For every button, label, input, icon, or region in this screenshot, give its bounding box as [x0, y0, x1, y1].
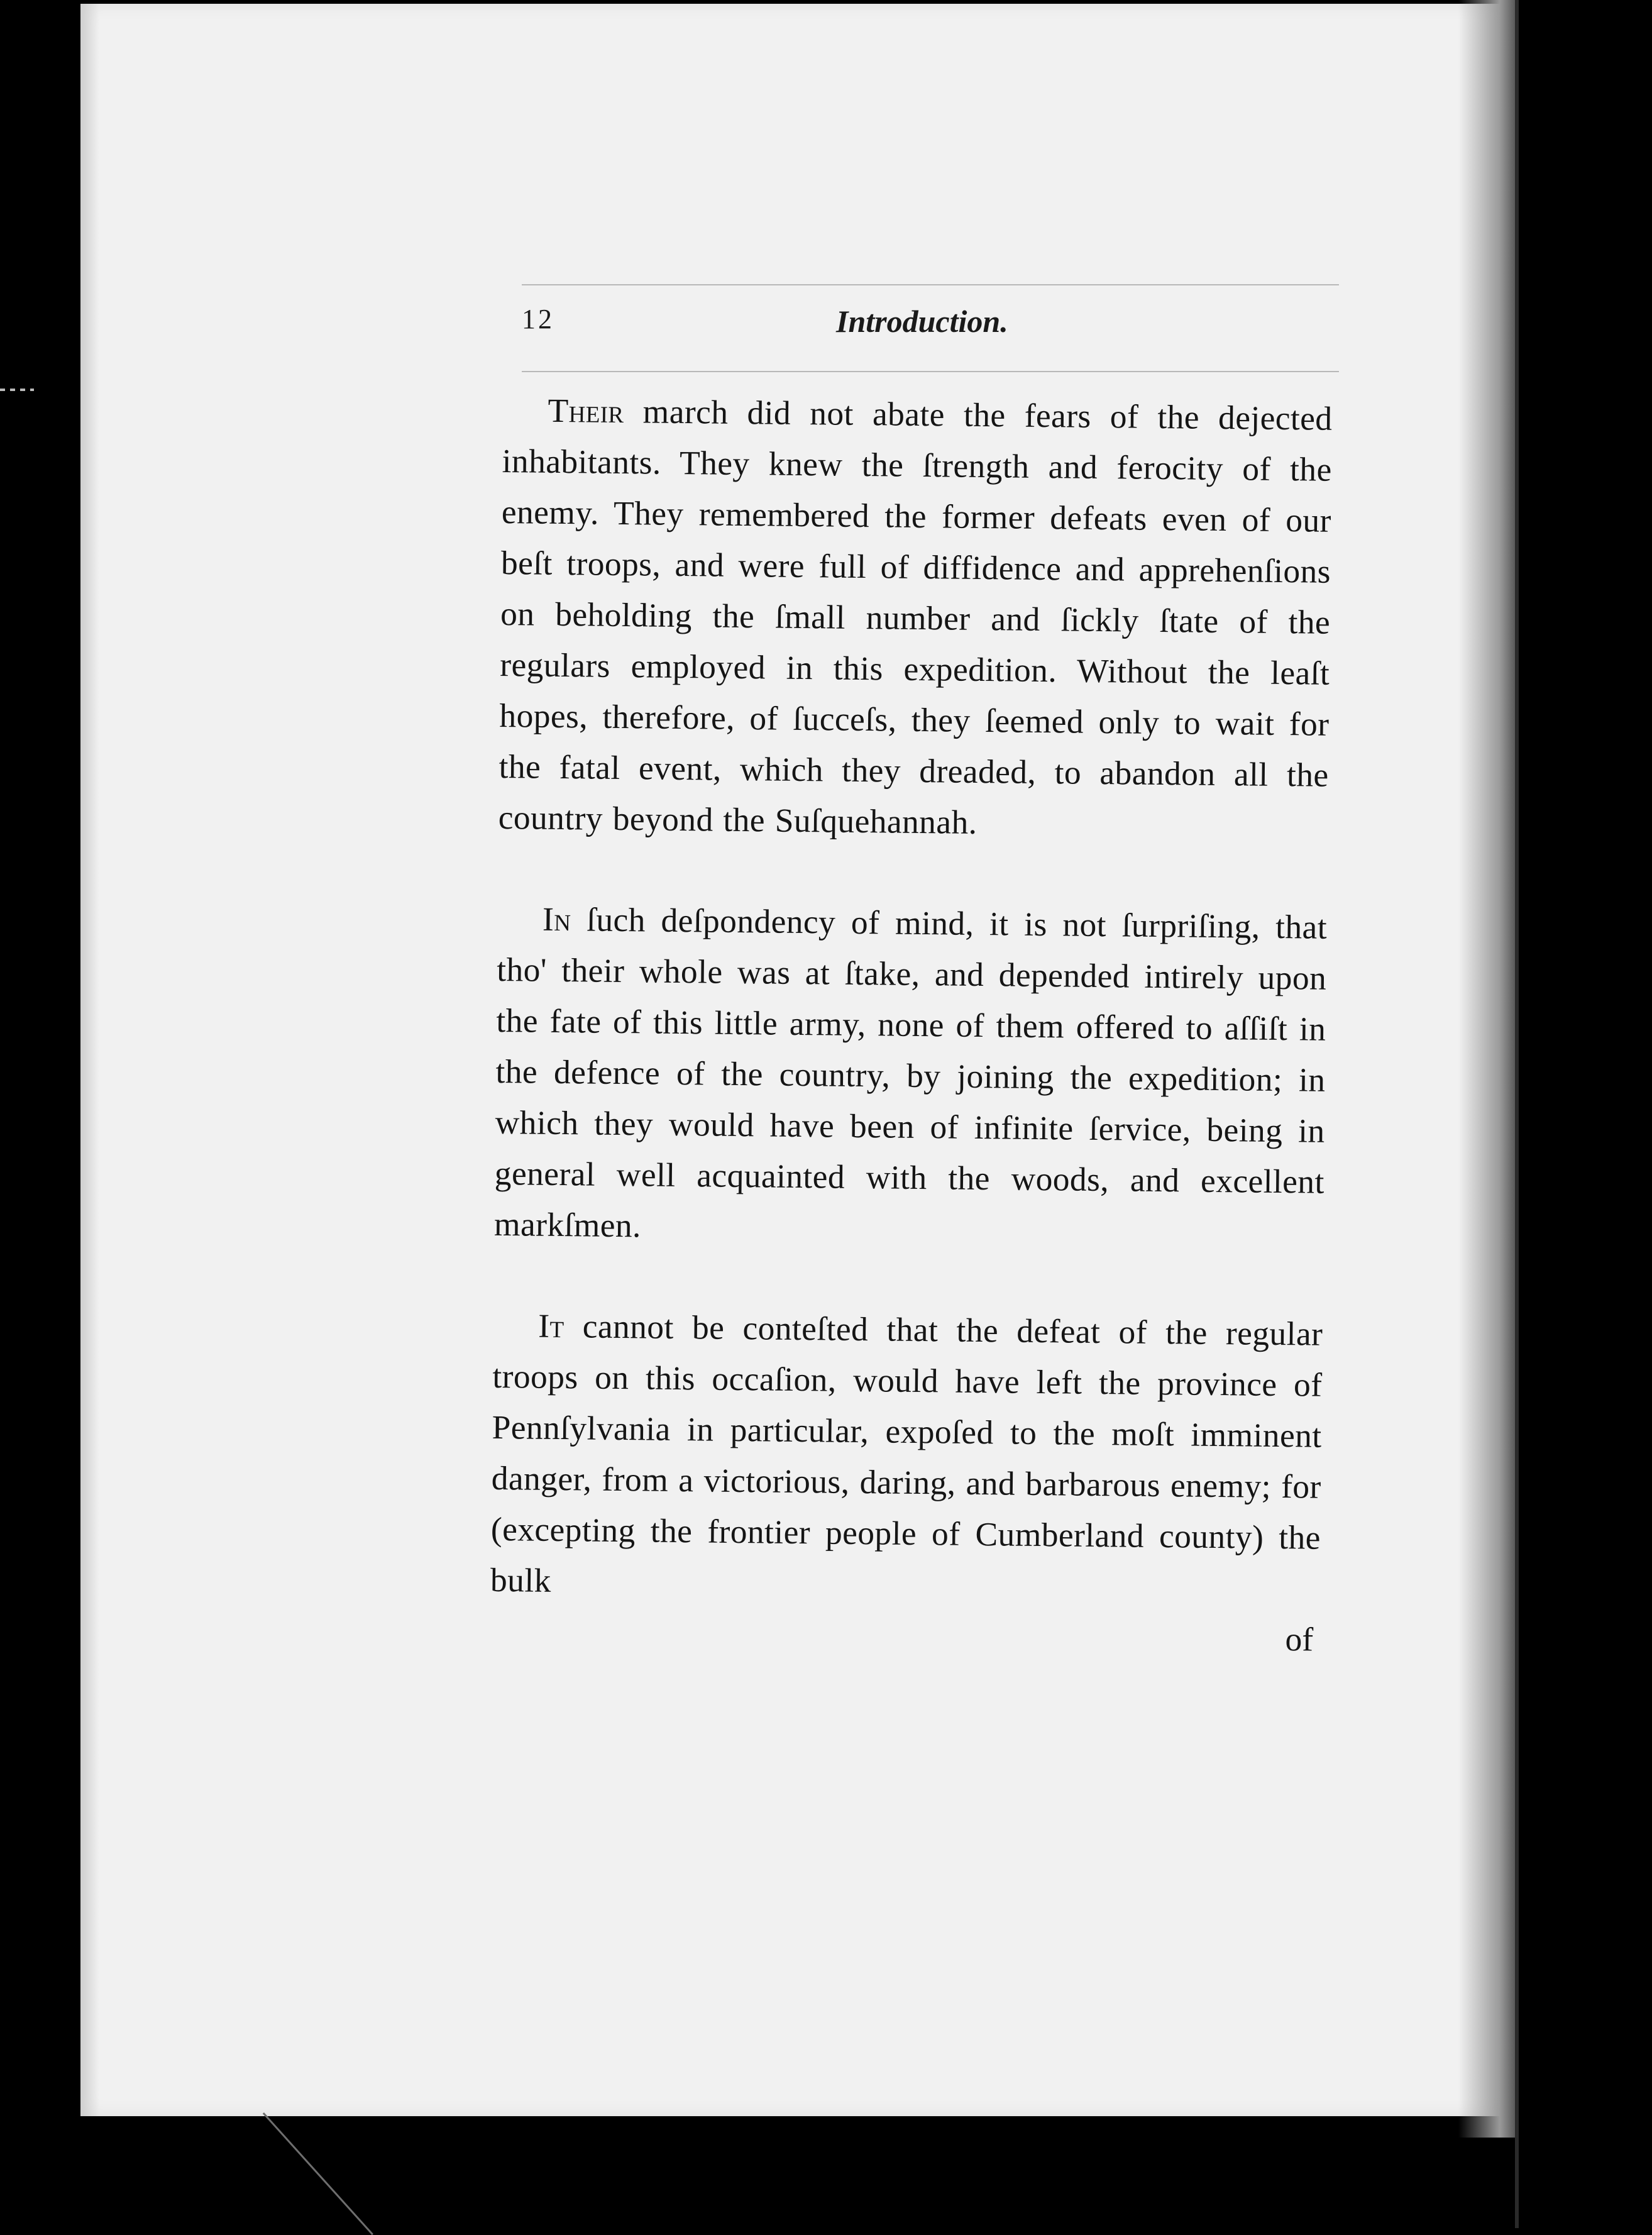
paragraph-3-text: cannot be conteſted that the defeat of the regular troops on this occaſion, would have left the province of Pennſylvania in particular, expoſed to the moſt imminent danger, from a victorious, daring, and barbarous enemy; for (excepting the frontier people of Cumberland county) the bulk: [490, 1307, 1323, 1599]
header-rule-bottom: [522, 371, 1339, 372]
paragraph-3: [490, 1300, 1323, 1614]
paragraph-1-lead: Their: [548, 391, 624, 431]
paragraph-1: [498, 385, 1333, 852]
page-left-edge-shadow: [80, 4, 99, 2116]
running-title: Introduction.: [836, 304, 1008, 339]
page-number: 12: [522, 304, 554, 334]
body-text: [490, 385, 1333, 1665]
paragraph-2-lead: In: [542, 900, 571, 939]
scan-edge-mark: [0, 389, 34, 391]
paragraph-2: [494, 893, 1328, 1259]
running-head: [522, 297, 1339, 353]
catchword: of: [1285, 1620, 1314, 1658]
paragraph-2-text: ſuch deſpondency of mind, it is not ſurpriſing, that tho' their whole was at ſtake, and depended intirely upon the fate of this little army, none of them offered to aſſiſt in the defence of the country, by joining the expedition; in which they would have been of infinite ſervice, being in general well acquainted with the woods, and excellent markſmen.: [493, 900, 1328, 1245]
scan-scratch-mark: [263, 2112, 373, 2235]
header-rule-top: [522, 284, 1339, 285]
paragraph-3-lead: It: [538, 1306, 564, 1345]
scan-background-right: [1519, 0, 1652, 2228]
paragraph-1-text: march did not abate the fears of the dejected inhabitants. They knew the ſtrength and ferocity of the enemy. They remembered the former defeats even of our beſt troops, and were full of diffidence and apprehenſions on beholding the ſmall number and ſickly ſtate of the regulars employed in this expedition. Without the leaſt hopes, therefore, of ſucceſs, they ſeemed only to wait for the fatal event, which they dreaded, to abandon all the country beyond the Suſquehannah.: [498, 392, 1333, 841]
